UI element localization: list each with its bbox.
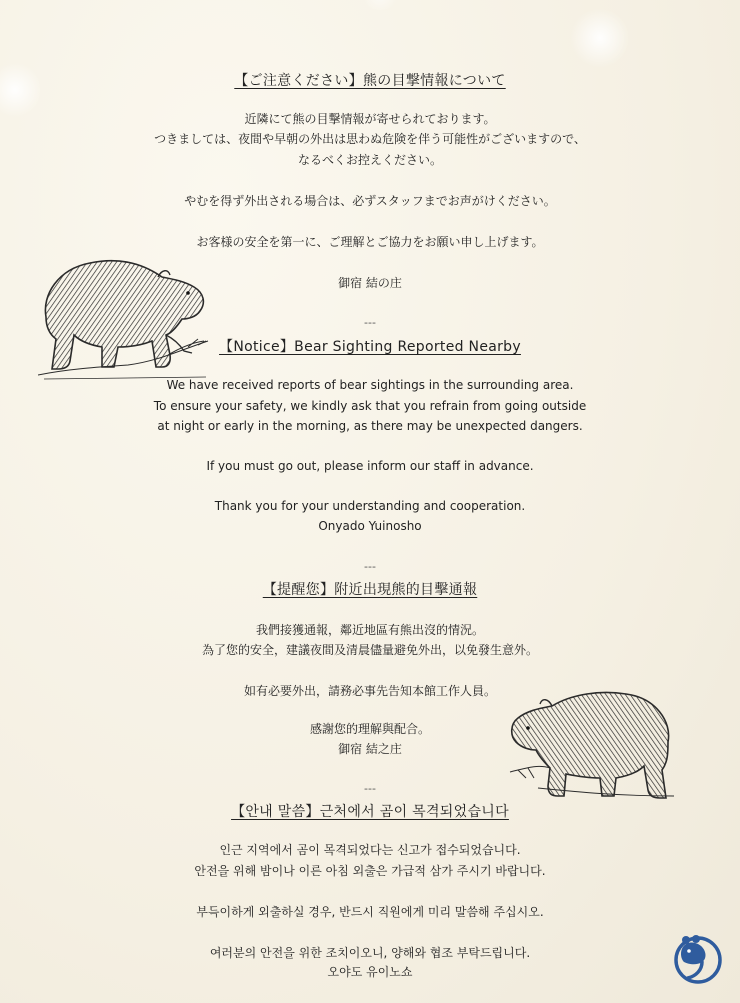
chinese-line-4: 感謝您的理解與配合。	[309, 722, 430, 736]
separator: ---	[364, 782, 376, 795]
english-line-2: To ensure your safety, we kindly ask that you refrain from going outside	[153, 399, 587, 413]
chinese-signature: 御宿 結之庄	[338, 742, 402, 756]
korean-signature: 오야도 유이노쇼	[327, 965, 413, 979]
english-line-3: at night or early in the morning, as there may be unexpected dangers.	[157, 419, 583, 433]
english-line-1: We have received reports of bear sightings in the surrounding area.	[166, 378, 574, 392]
korean-title: 【안내 말씀】근처에서 곰이 목격되었습니다	[231, 804, 509, 820]
separator: ---	[364, 316, 376, 329]
chinese-line-1: 我們接獲通報，鄰近地區有熊出沒的情況。	[255, 623, 484, 637]
japanese-title: 【ご注意ください】熊の目撃情報について	[234, 73, 506, 89]
korean-line-2: 안전을 위해 밤이나 이른 아침 외출은 가급적 삼가 주시기 바랍니다.	[194, 864, 546, 878]
japanese-signature: 御宿 結の庄	[338, 276, 402, 290]
chinese-line-2: 為了您的安全，建議夜間及清晨儘量避免外出，以免發生意外。	[201, 643, 538, 657]
english-title: 【Notice】Bear Sighting Reported Nearby	[219, 339, 521, 355]
english-signature: Onyado Yuinosho	[318, 519, 422, 533]
bear-illustration-left	[38, 255, 210, 383]
japanese-line-5: お客様の安全を第一に、ご理解とご協力をお願い申し上げます。	[196, 235, 544, 249]
mascot-logo-icon	[672, 932, 724, 986]
chinese-title: 【提醒您】附近出現熊的目擊通報	[262, 582, 478, 598]
japanese-line-1: 近隣にて熊の目撃情報が寄せられております。	[244, 112, 496, 126]
separator: ---	[364, 560, 376, 573]
bear-illustration-right	[508, 688, 676, 804]
korean-line-4: 여러분의 안전을 위한 조치이오니, 양해와 협조 부탁드립니다.	[209, 946, 531, 960]
english-line-5: Thank you for your understanding and cooperation.	[214, 499, 526, 513]
korean-line-3: 부득이하게 외출하실 경우, 반드시 직원에게 미리 말씀해 주십시오.	[196, 905, 544, 919]
chinese-line-3: 如有必要外出，請務必事先告知本館工作人員。	[243, 684, 496, 698]
japanese-line-4: やむを得ず外出される場合は、必ずスタッフまでお声がけください。	[184, 194, 556, 208]
english-line-4: If you must go out, please inform our staff in advance.	[206, 459, 534, 473]
korean-line-1: 인근 지역에서 곰이 목격되었다는 신고가 접수되었습니다.	[219, 843, 521, 857]
japanese-line-3: なるべくお控えください。	[297, 153, 442, 167]
japanese-line-2: つきましては、夜間や早朝の外出は思わぬ危険を伴う可能性がございますので、	[154, 132, 586, 146]
